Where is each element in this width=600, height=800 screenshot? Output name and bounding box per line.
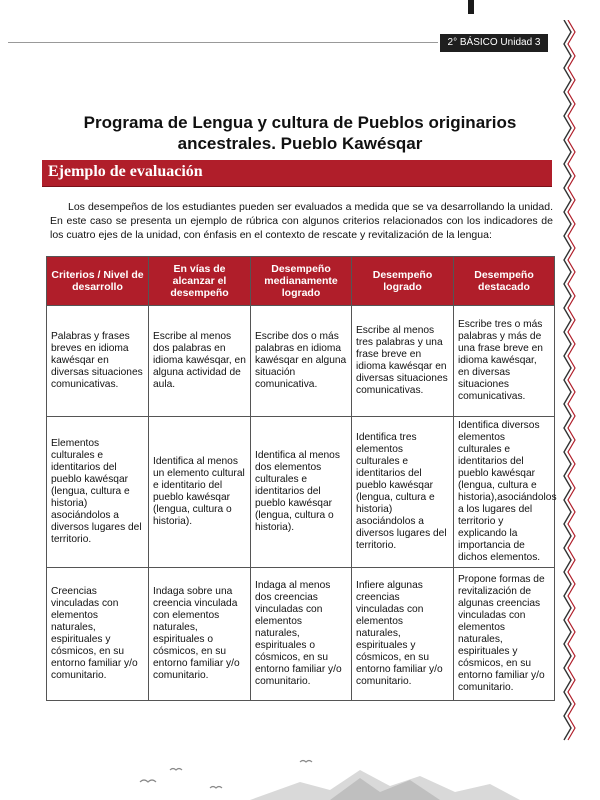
intro-paragraph: Los desempeños de los estudiantes pueden ser evaluados a medida que se va desarrollando la unidad. En este caso se presenta un ejemplo de rúbrica con algunos criterios relacionados con los indicadores de los cuatro ejes de la unidad, con énfasis en el contexto de rescate y revitalización de la lengua:: [50, 201, 553, 241]
table-cell: Indaga sobre una creencia vinculada con elementos naturales, espirituales o cósmicos, en su entorno familiar y/o comunitario.: [149, 568, 251, 701]
rubric-header-row: [47, 257, 555, 306]
header-medianamente: Desempeño medianamente logrado: [251, 257, 352, 306]
landscape-illustration-icon: [0, 740, 600, 800]
section-title: Ejemplo de evaluación: [48, 163, 203, 180]
table-cell: Identifica tres elementos culturales e identitarios del pueblo kawésqar (lengua, cultura e historia) asociándolos a diversos lugares del territorio.: [352, 417, 454, 568]
section-header: [42, 160, 552, 187]
title-line-2: ancestrales. Pueblo Kawésqar: [177, 134, 423, 153]
header-destacado: Desempeño destacado: [454, 257, 555, 306]
table-cell: Palabras y frases breves en idioma kawésqar en diversas situaciones comunicativas.: [47, 306, 149, 417]
page-title: [50, 112, 550, 154]
table-cell: Indaga al menos dos creencias vinculadas con elementos naturales, espirituales o cósmicos, en su entorno familiar y/o comunitario.: [251, 568, 352, 701]
corner-mark: [468, 0, 474, 14]
title-line-1: Programa de Lengua y cultura de Pueblos originarios: [83, 113, 517, 132]
header-logrado: Desempeño logrado: [352, 257, 454, 306]
table-cell: Escribe tres o más palabras y más de una frase breve en idioma kawésqar, en diversas situaciones comunicativas.: [454, 306, 555, 417]
header-rule: [8, 42, 438, 43]
table-row: [47, 306, 555, 417]
table-cell: Identifica al menos un elemento cultural e identitario del pueblo kawésqar (lengua, cultura o historia).: [149, 417, 251, 568]
table-cell: Identifica diversos elementos culturales e identitarios del pueblo kawésqar (lengua, cultura e historia),asociándolos a los lugares del territorio y explicando la importancia de dichos elementos.: [454, 417, 555, 568]
decorative-border-pattern: [556, 20, 586, 750]
top-strip: [0, 0, 600, 30]
grade-unit-badge: 2° BÁSICO Unidad 3: [440, 34, 548, 52]
table-cell: Elementos culturales e identitarios del pueblo kawésqar (lengua, cultura e historia) asociándolos a diversos lugares del territorio.: [47, 417, 149, 568]
header-criteria: Criterios / Nivel de desarrollo: [47, 257, 149, 306]
rubric-table: [46, 256, 555, 701]
table-cell: Escribe al menos dos palabras en idioma kawésqar, en alguna actividad de aula.: [149, 306, 251, 417]
table-cell: Propone formas de revitalización de algunas creencias vinculadas con elementos naturales, espirituales y cósmicos, en su entorno familiar y/o comunitario.: [454, 568, 555, 701]
header-en-vias: En vías de alcanzar el desempeño: [149, 257, 251, 306]
table-cell: Identifica al menos dos elementos culturales e identitarios del pueblo kawésqar (lengua, cultura o historia).: [251, 417, 352, 568]
table-cell: Infiere algunas creencias vinculadas con elementos naturales, espirituales y cósmicos, en su entorno familiar y/o comunitario.: [352, 568, 454, 701]
table-cell: Escribe dos o más palabras en idioma kawésqar en alguna situación comunicativa.: [251, 306, 352, 417]
table-cell: Escribe al menos tres palabras y una frase breve en idioma kawésqar en diversas situaciones comunicativas.: [352, 306, 454, 417]
table-cell: Creencias vinculadas con elementos naturales, espirituales y cósmicos, en su entorno familiar y/o comunitario.: [47, 568, 149, 701]
zigzag-pattern-icon: [556, 20, 586, 750]
table-row: [47, 568, 555, 701]
table-row: [47, 417, 555, 568]
